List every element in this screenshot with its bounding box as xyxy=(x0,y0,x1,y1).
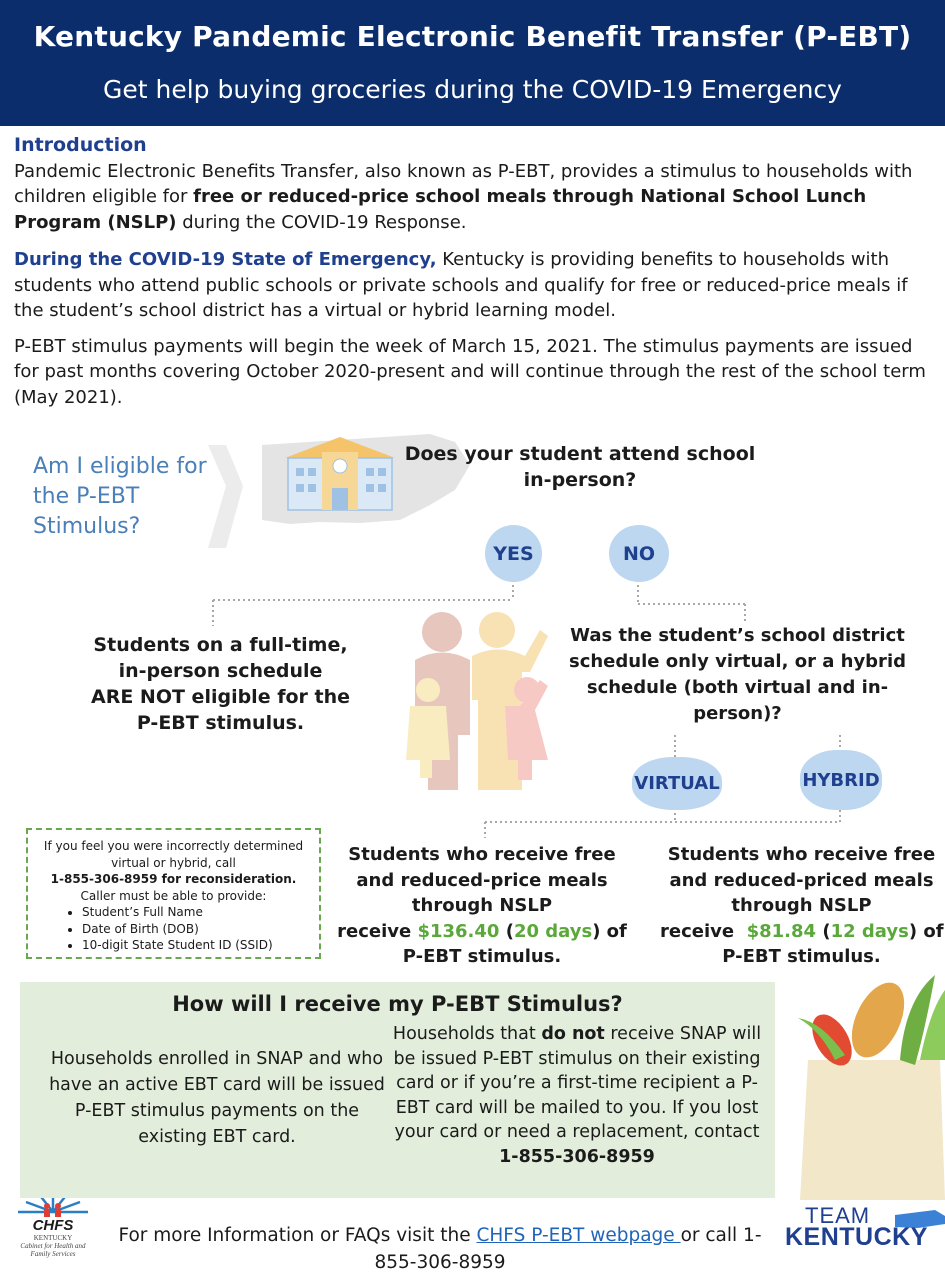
intro-p1-bold: free or reduced-price school meals through National School Lunch Program (NSLP) xyxy=(14,186,867,233)
chfs-name: CHFS xyxy=(32,1217,74,1234)
grocery-bag-illustration xyxy=(798,974,945,1200)
hybrid-outcome-line: Students who receive free xyxy=(667,844,936,865)
receive-text: receive xyxy=(337,920,418,942)
receive-right-text: Households that xyxy=(392,1024,542,1044)
recon-requirement-item: • Date of Birth (DOB) xyxy=(82,921,313,938)
virtual-outcome-line: through NSLP xyxy=(411,895,553,916)
virtual-amount-line xyxy=(337,919,627,945)
chfs-subtitle: Family Services xyxy=(30,1250,76,1258)
virtual-days: 20 days xyxy=(513,920,593,942)
hybrid-outcome xyxy=(660,842,943,970)
intro-paragraph-3: P-EBT stimulus payments will begin the week of March 15, 2021. The stimulus payments are issued for past months covering October 2020-present and will continue through the rest of the school term (May 2021). xyxy=(14,335,926,408)
footer-text: For more Information or FAQs visit the xyxy=(118,1225,477,1246)
reconsideration-box xyxy=(26,828,321,959)
no-bubble: NO xyxy=(609,525,669,582)
intro-p2-text: Kentucky is providing benefits to households with students who attend public schools or private schools and qualify for free or reduced-price meals if the student’s school district has a virtual or hybrid learning model. xyxy=(14,249,908,321)
recon-line: If you feel you were incorrectly determined xyxy=(43,839,304,853)
kentucky-text: KENTUCKY xyxy=(785,1223,928,1251)
hybrid-days: 12 days xyxy=(830,920,909,942)
chfs-subtitle: Cabinet for Health and xyxy=(20,1242,86,1250)
in-person-outcome-line: in-person schedule xyxy=(118,660,323,682)
virtual-outcome xyxy=(337,842,627,970)
intro-heading: Introduction xyxy=(14,134,147,156)
yes-bubble: YES xyxy=(485,525,542,582)
receive-phone: 1-855-306-8959 xyxy=(499,1146,655,1167)
virtual-outcome-line: P-EBT stimulus. xyxy=(402,946,562,967)
intro-p1-text: Pandemic Electronic Benefits Transfer, also known as P-EBT, provides a stimulus to households with children eligible for xyxy=(14,160,913,207)
footer-text: or call 1-855-306-8959 xyxy=(374,1225,762,1273)
hybrid-bubble: HYBRID xyxy=(800,750,882,810)
receive-panel xyxy=(20,982,775,1198)
chfs-subtitle: KENTUCKY xyxy=(33,1234,73,1242)
recon-phone-line: 1-855-306-8959 for reconsideration. xyxy=(50,872,297,886)
receive-snap-text: Households enrolled in SNAP and who have an active EBT card will be issued P-EBT stimulus payments on the existing EBT card. xyxy=(49,1049,385,1147)
chfs-logo xyxy=(10,1183,96,1273)
receive-heading: How will I receive my P-EBT Stimulus? xyxy=(172,992,623,1016)
paren-close: ) of xyxy=(592,920,627,942)
receive-text: receive xyxy=(660,920,747,942)
question-in-person: Does your student attend school in-person? xyxy=(404,443,756,491)
paren-open: ( xyxy=(816,920,831,942)
virtual-amount: $136.40 xyxy=(417,920,500,942)
footer-info xyxy=(100,1222,780,1276)
hybrid-outcome-line: P-EBT stimulus. xyxy=(722,946,881,967)
hybrid-outcome-line: and reduced-priced meals xyxy=(669,869,934,891)
intro-p1-tail: during the COVID-19 Response. xyxy=(176,211,467,233)
chfs-webpage-link[interactable]: CHFS P-EBT webpage xyxy=(476,1225,681,1246)
eligibility-question: Am I eligible for the P-EBT Stimulus? xyxy=(33,454,207,539)
recon-requirement-item: • 10-digit State Student ID (SSID) xyxy=(82,937,313,954)
intro-p2-bold: During the COVID-19 State of Emergency, xyxy=(14,249,437,270)
hybrid-amount-line xyxy=(660,919,943,945)
in-person-outcome-line: P-EBT stimulus. xyxy=(136,712,305,734)
virtual-bubble: VIRTUAL xyxy=(632,757,722,810)
recon-line: Caller must be able to provide: xyxy=(80,888,267,903)
in-person-outcome-line: Students on a full-time, xyxy=(93,634,348,656)
recon-requirements-list xyxy=(34,904,313,954)
recon-line: virtual or hybrid, call xyxy=(111,855,236,870)
team-kentucky-logo xyxy=(785,1203,945,1263)
paren-open: ( xyxy=(499,920,514,942)
receive-right-bold: do not xyxy=(541,1024,605,1044)
family-illustration xyxy=(406,612,548,790)
in-person-outcome-line: ARE NOT eligible for the xyxy=(91,686,350,708)
recon-requirement-item: • Student’s Full Name xyxy=(82,904,313,921)
receive-non-snap-text xyxy=(392,1022,762,1169)
question-virtual-hybrid: Was the student’s school district schedule only virtual, or a hybrid schedule (both virtual and in-person)? xyxy=(568,625,906,724)
receive-right-text: receive SNAP will be issued P-EBT stimulus on their existing card or if you’re a first-time recipient a P-EBT card will be mailed to you. If you lost your card or need a replacement, contact xyxy=(393,1024,762,1142)
in-person-outcome xyxy=(88,632,353,736)
team-text: TEAM xyxy=(805,1203,871,1228)
page-subtitle: Get help buying groceries during the COVID-19 Emergency xyxy=(103,75,842,104)
page-title: Kentucky Pandemic Electronic Benefit Transfer (P-EBT) xyxy=(33,20,912,53)
hybrid-outcome-line: through NSLP xyxy=(731,895,872,916)
virtual-outcome-line: and reduced-price meals xyxy=(356,869,608,891)
virtual-outcome-line: Students who receive free xyxy=(348,844,616,865)
hybrid-amount: $81.84 xyxy=(746,920,817,942)
paren-close: ) of xyxy=(908,920,944,942)
